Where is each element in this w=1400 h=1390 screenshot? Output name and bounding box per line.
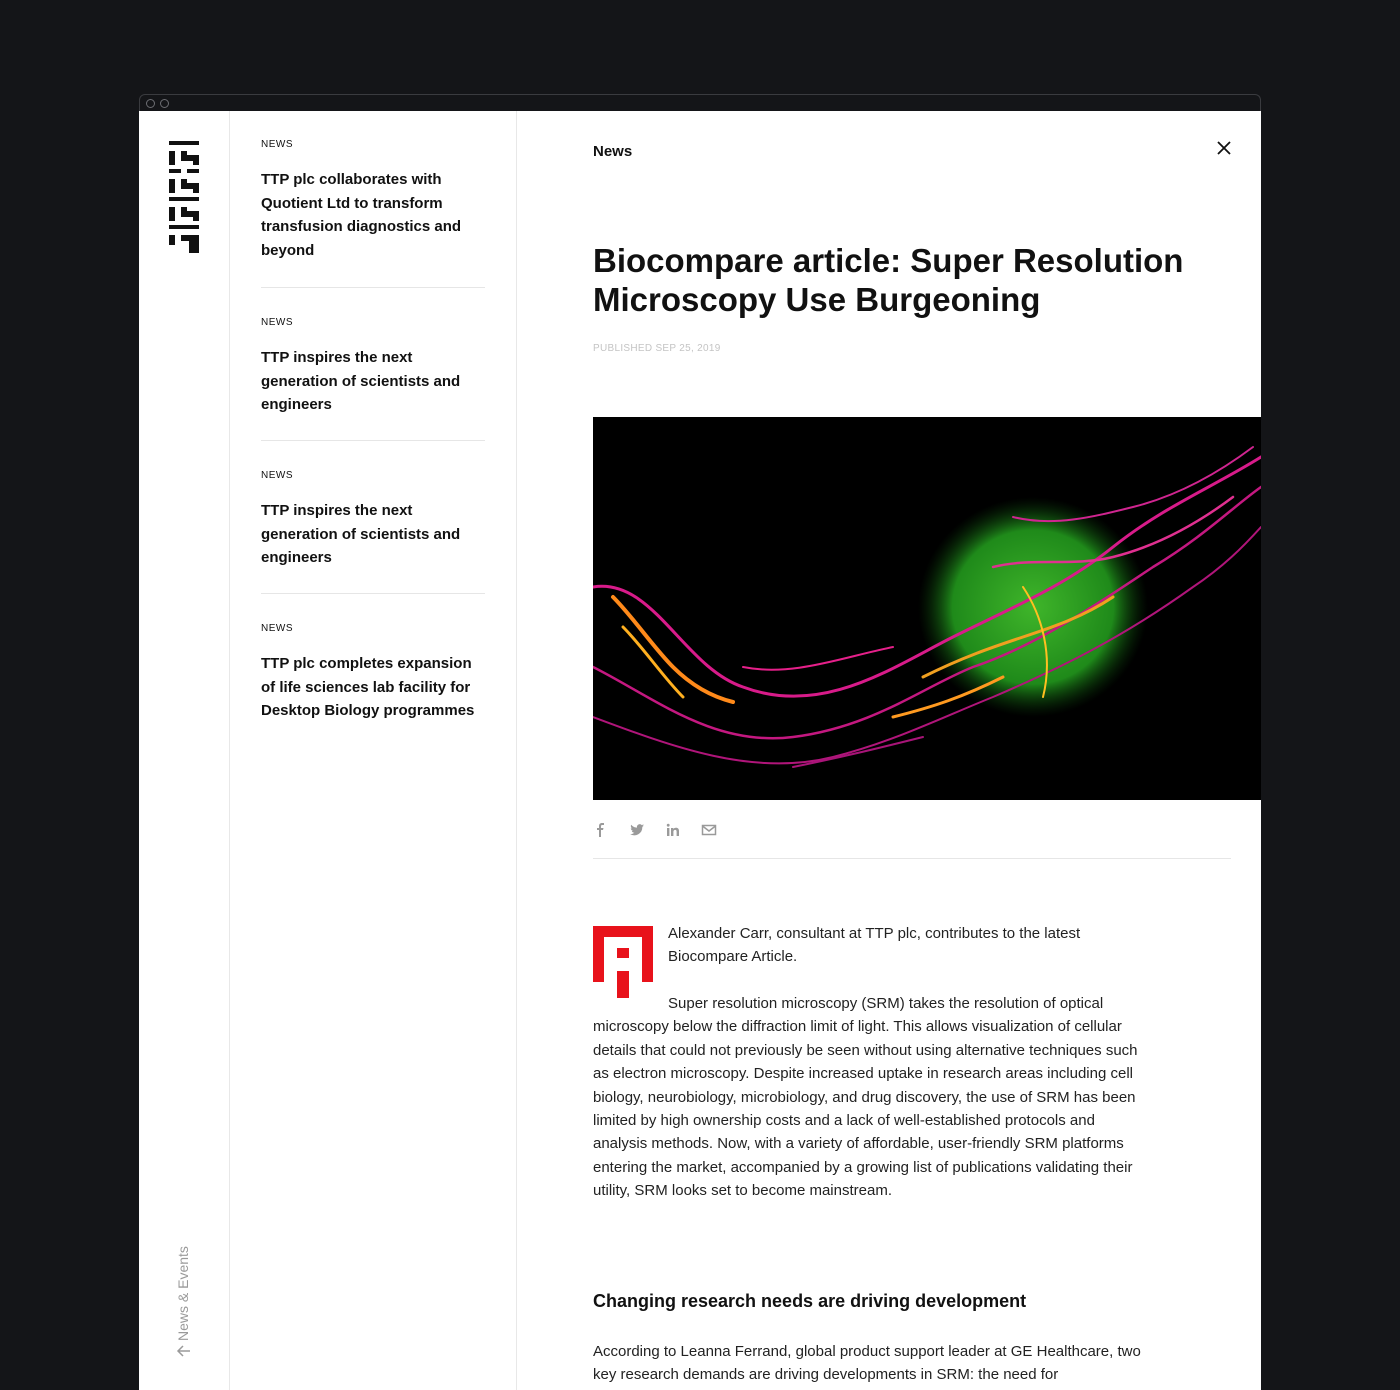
news-title[interactable]: TTP plc completes expansion of life sciences lab facility for Desktop Biology programmes bbox=[261, 655, 475, 719]
left-rail bbox=[139, 111, 230, 1390]
section-nav-label[interactable]: News & Events bbox=[175, 1246, 191, 1341]
list-item[interactable] bbox=[261, 470, 485, 570]
published-date: PUBLISHED SEP 25, 2019 bbox=[593, 343, 721, 354]
browser-chrome bbox=[139, 94, 1261, 111]
list-item[interactable] bbox=[261, 139, 485, 262]
window-dot-icon bbox=[160, 99, 169, 108]
article-headline: Biocompare article: Super Resolution Microscopy Use Burgeoning bbox=[593, 242, 1184, 318]
twitter-icon[interactable] bbox=[629, 822, 645, 838]
article-hero-image bbox=[593, 417, 1261, 800]
news-title[interactable]: TTP inspires the next generation of scientists and engineers bbox=[261, 502, 461, 566]
article-body: Super resolution microscopy (SRM) takes the resolution of optical microscopy below the diffraction limit of light. This allows visualization of cellular details that could not previously be seen without using alternative techniques such as electron microscopy. Despite increased uptake in research areas including cell biology, neurobiology, microbiology, and drug discovery, the use of SRM has been limited by high ownership costs and a lack of well-established protocols and analysis methods. Now, with a variety of affordable, user-friendly SRM platforms entering the market, accompanied by a growing list of publications validating their utility, SRM looks set to become mainstream. bbox=[593, 995, 1138, 1200]
email-icon[interactable] bbox=[701, 822, 717, 838]
close-icon[interactable] bbox=[1213, 137, 1235, 159]
list-item[interactable] bbox=[261, 317, 485, 417]
article-intro: Alexander Carr, consultant at TTP plc, contributes to the latest Biocompare Article. bbox=[668, 925, 1081, 966]
linkedin-icon[interactable] bbox=[665, 822, 681, 838]
news-title[interactable]: TTP inspires the next generation of scientists and engineers bbox=[261, 349, 461, 413]
list-item[interactable] bbox=[261, 623, 485, 723]
news-list bbox=[230, 111, 517, 1390]
window-dot-icon bbox=[146, 99, 155, 108]
news-tag: NEWS bbox=[261, 139, 293, 150]
facebook-icon[interactable] bbox=[593, 822, 609, 838]
article-body-2: According to Leanna Ferrand, global product support leader at GE Healthcare, two key research demands are driving developments in SRM: the need for bbox=[593, 1343, 1141, 1384]
ttp-red-badge-icon bbox=[593, 926, 653, 998]
divider bbox=[593, 858, 1231, 859]
arrow-left-icon[interactable] bbox=[176, 1343, 192, 1359]
article-panel bbox=[517, 111, 1261, 1390]
news-tag: NEWS bbox=[261, 623, 293, 634]
news-title[interactable]: TTP plc collaborates with Quotient Ltd to transform transfusion diagnostics and beyond bbox=[261, 171, 462, 259]
app-window bbox=[139, 111, 1261, 1390]
ttp-logo-icon[interactable] bbox=[169, 141, 199, 253]
section-label: News bbox=[593, 143, 633, 160]
article-subheading: Changing research needs are driving development bbox=[593, 1291, 1027, 1311]
divider bbox=[261, 593, 485, 594]
news-tag: NEWS bbox=[261, 317, 293, 328]
divider bbox=[261, 287, 485, 288]
share-bar bbox=[593, 822, 717, 838]
divider bbox=[261, 440, 485, 441]
news-tag: NEWS bbox=[261, 470, 293, 481]
